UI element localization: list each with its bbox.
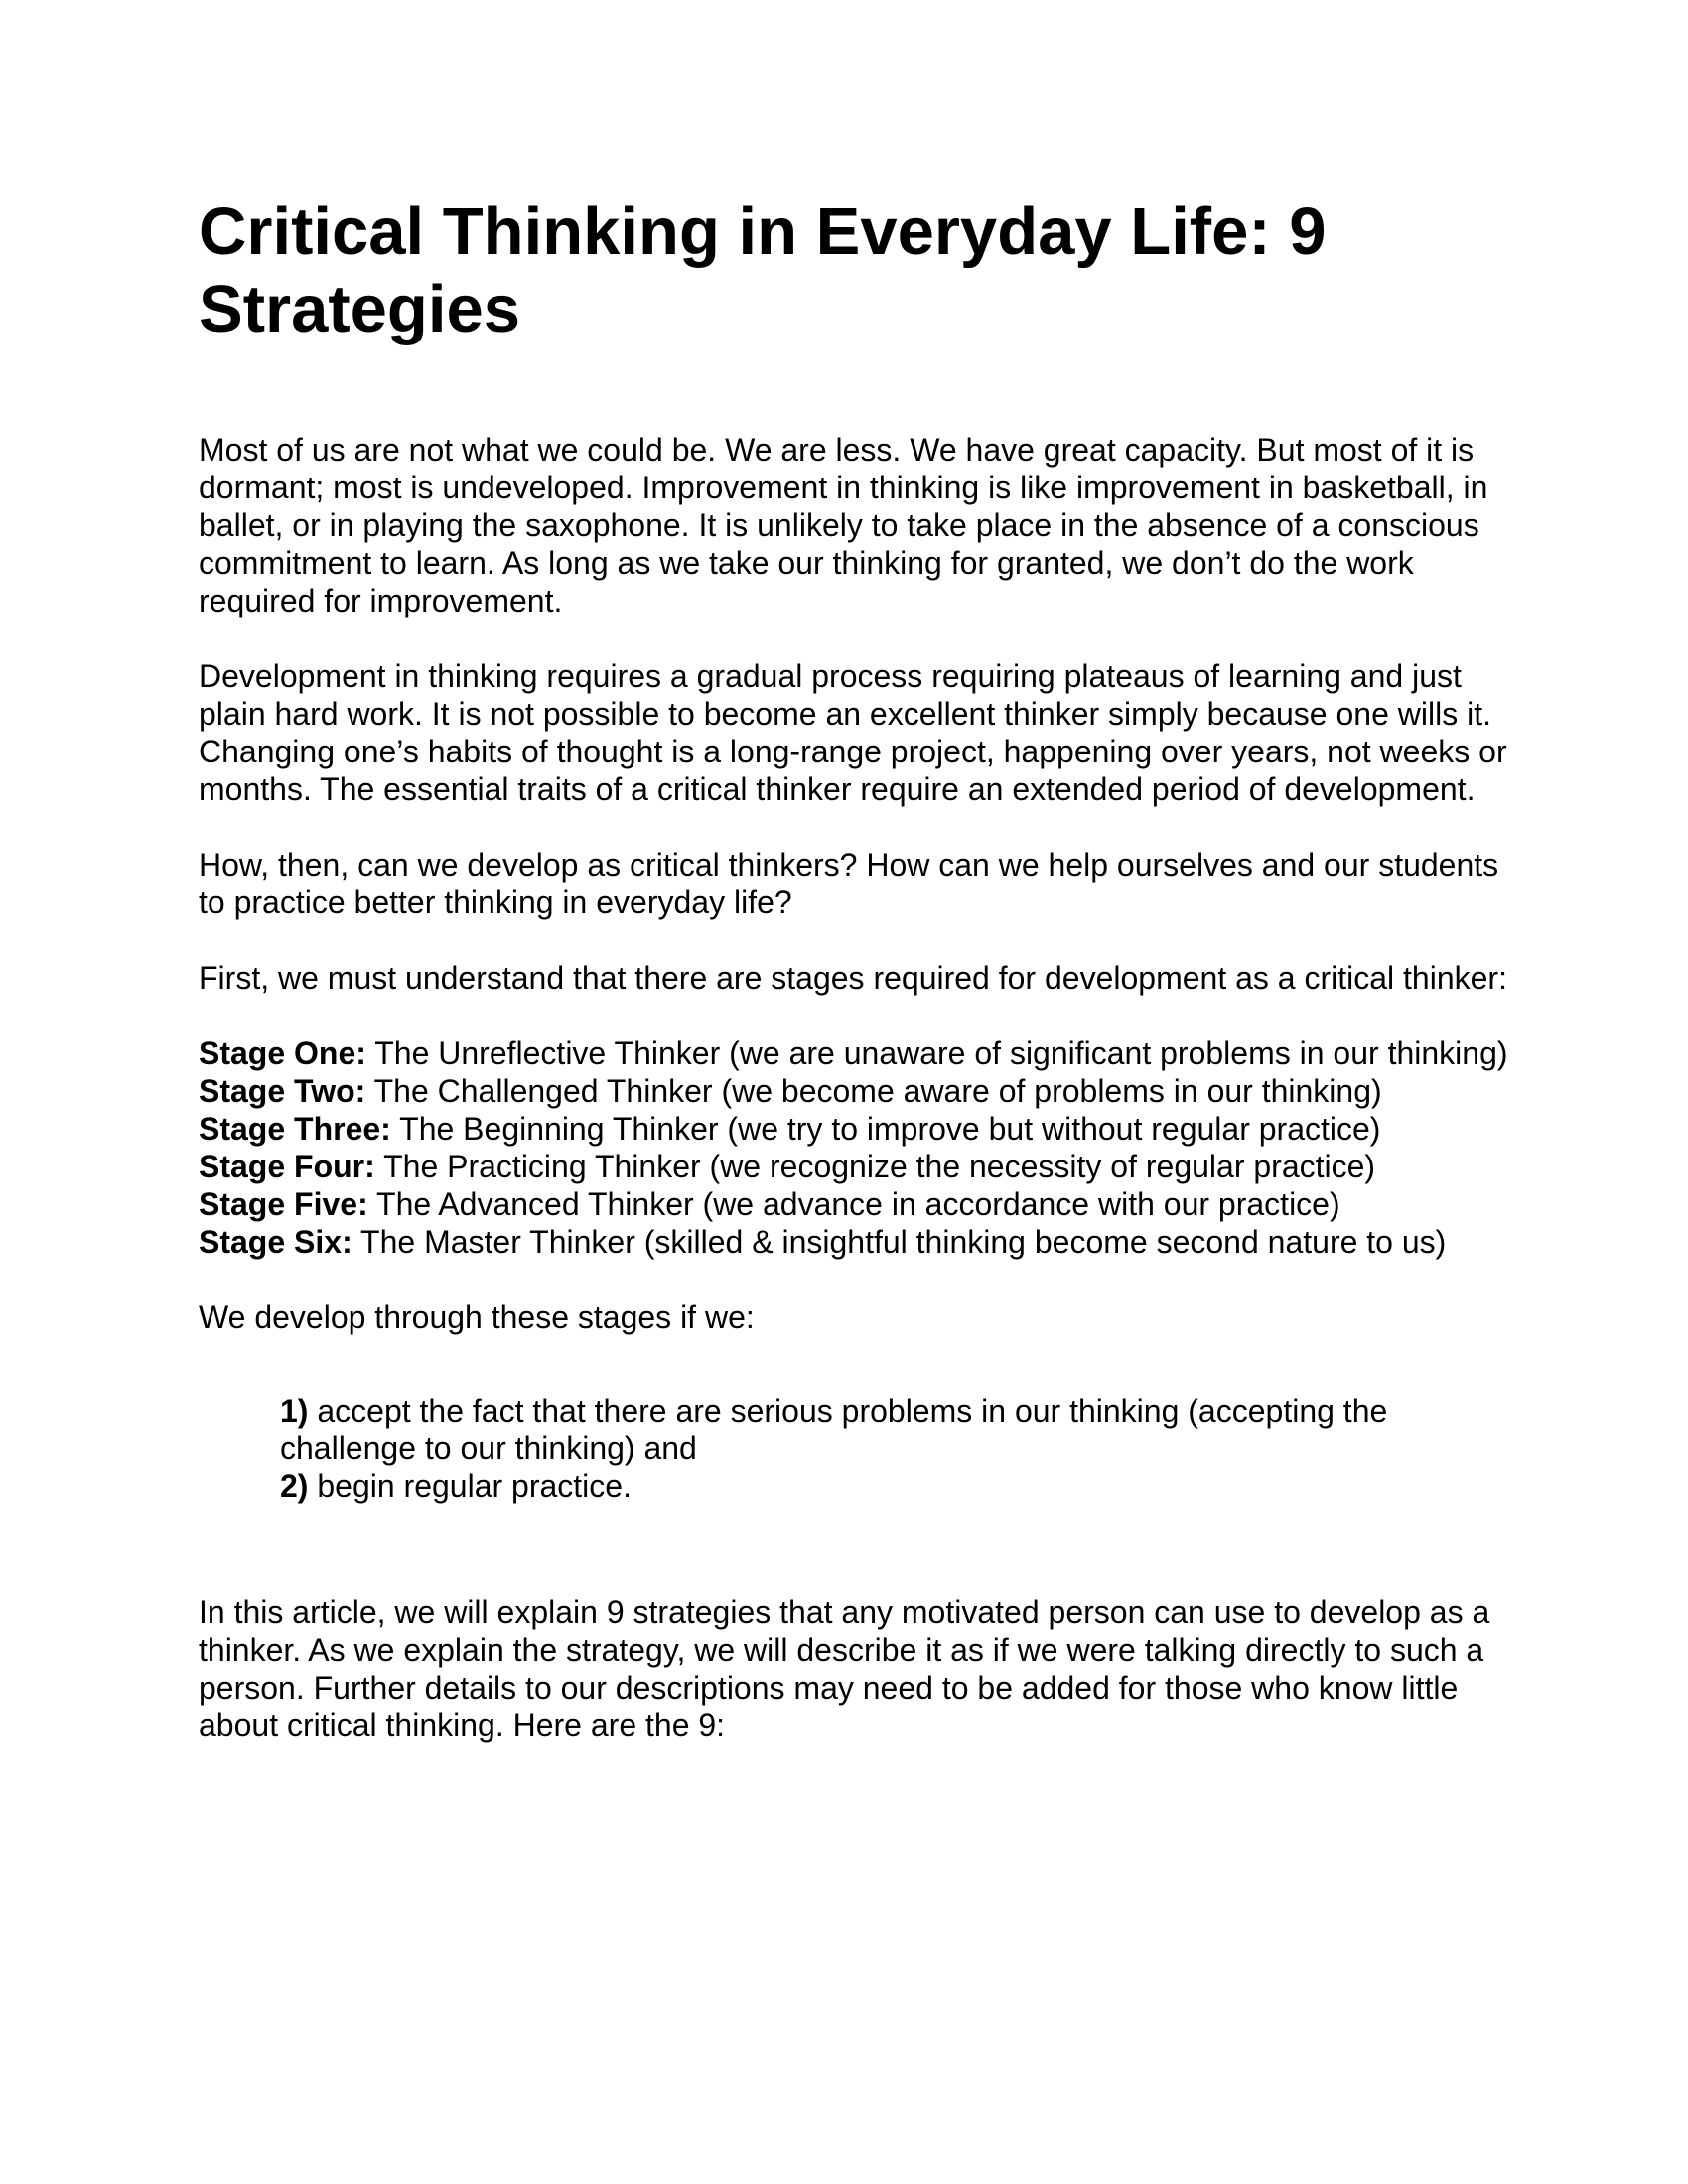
document-title: Critical Thinking in Everyday Life: 9 Strategies [199,195,1327,346]
paragraph-stages-intro: First, we must understand that there are stages required for development as a critical thinker: [199,960,1507,996]
stage-label: Stage Three: [199,1111,391,1147]
stage-item [199,1034,1519,1072]
condition-text: accept the fact that there are serious problems in our thinking (accepting the challenge to our thinking) and [280,1393,1388,1466]
stage-label: Stage Two: [199,1073,366,1109]
condition-item [280,1392,1519,1467]
stage-description: The Beginning Thinker (we try to improve but without regular practice) [390,1111,1381,1147]
paragraph-question: How, then, can we develop as critical thinkers? How can we help ourselves and our students to practice better thinking in everyday life? [199,847,1499,920]
paragraph-development: Development in thinking requires a gradual process requiring plateaus of learning and just plain hard work. It is not possible to become an excellent thinker simply because one wills it. Changing one’s habits of thought is a long-range project, happening over years, not weeks or months. The essential traits of a critical thinker require an extended period of development. [199,658,1507,807]
conditions-list [199,1392,1519,1505]
paragraph-intro: Most of us are not what we could be. We are less. We have great capacity. But most of it is dormant; most is undeveloped. Improvement in thinking is like improvement in basketball, in ballet, or in playing the saxophone. It is unlikely to take place in the absence of a conscious commitment to learn. As long as we take our thinking for granted, we don’t do the work required for improvement. [199,432,1488,618]
stage-item [199,1185,1519,1223]
paragraph-strategies-intro: In this article, we will explain 9 strategies that any motivated person can use to develop as a thinker. As we explain the strategy, we will describe it as if we were talking directly to such a person. Further details to our descriptions may need to be added for those who know little about critical thinking. Here are the 9: [199,1594,1490,1743]
stage-label: Stage Five: [199,1186,368,1222]
stage-description: The Challenged Thinker (we become aware of problems in our thinking) [365,1073,1382,1109]
stage-description: The Unreflective Thinker (we are unaware of significant problems in our thinking) [365,1035,1508,1071]
stage-item [199,1110,1519,1148]
stage-label: Stage Four: [199,1149,375,1184]
stage-item [199,1223,1519,1261]
stage-item [199,1148,1519,1185]
stage-label: Stage One: [199,1035,366,1071]
stage-label: Stage Six: [199,1224,352,1260]
stage-item [199,1072,1519,1110]
document-body [199,431,1519,1744]
condition-item [280,1467,1519,1505]
stage-description: The Advanced Thinker (we advance in accordance with our practice) [367,1186,1340,1222]
condition-number: 2) [280,1468,309,1504]
condition-number: 1) [280,1393,309,1429]
stage-description: The Practicing Thinker (we recognize the necessity of regular practice) [374,1149,1376,1184]
condition-text: begin regular practice. [308,1468,632,1504]
stages-list [199,1034,1519,1261]
stage-description: The Master Thinker (skilled & insightful thinking become second nature to us) [352,1224,1447,1260]
document-page [199,194,1519,1744]
paragraph-conditions-intro: We develop through these stages if we: [199,1299,755,1335]
